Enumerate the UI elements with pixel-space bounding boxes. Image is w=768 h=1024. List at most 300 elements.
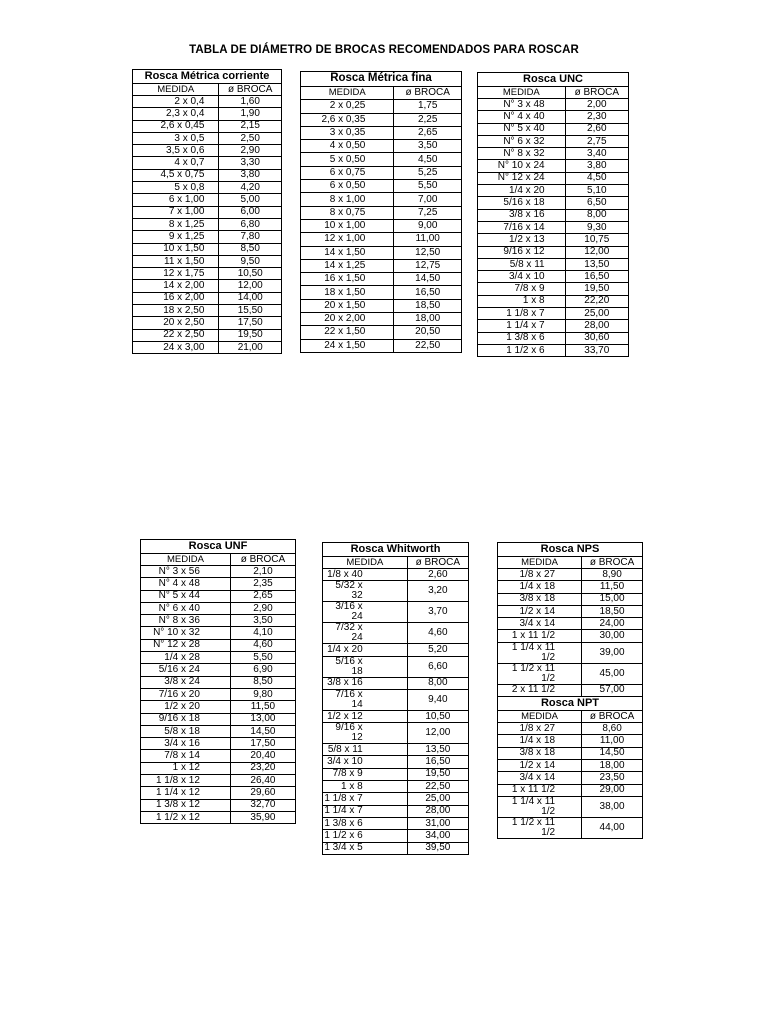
medida-cell: 3/16 x 24 bbox=[323, 602, 408, 623]
column-header-broca: ø BROCA bbox=[565, 87, 628, 99]
table-row bbox=[323, 602, 469, 623]
broca-cell: 14,00 bbox=[219, 292, 282, 304]
broca-cell: 39,50 bbox=[407, 842, 468, 854]
medida-cell: 1/4 x 20 bbox=[478, 185, 566, 197]
broca-cell: 9,40 bbox=[407, 689, 468, 710]
medida-cell: 2,3 x 0,4 bbox=[133, 108, 219, 120]
broca-cell: 23,50 bbox=[582, 772, 643, 784]
broca-cell: 7,80 bbox=[219, 231, 282, 243]
medida-cell: 12 x 1,75 bbox=[133, 268, 219, 280]
broca-cell: 28,00 bbox=[407, 805, 468, 817]
table-row bbox=[323, 793, 469, 805]
column-header-medida: MEDIDA bbox=[478, 87, 566, 99]
broca-cell: 3,20 bbox=[407, 581, 468, 602]
broca-cell: 38,00 bbox=[582, 796, 643, 817]
column-header-broca: ø BROCA bbox=[394, 87, 462, 100]
table-title-row bbox=[478, 73, 629, 87]
broca-cell: 29,60 bbox=[230, 787, 295, 799]
broca-cell: 15,00 bbox=[582, 593, 643, 605]
medida-cell: 7/32 x 24 bbox=[323, 623, 408, 644]
table-title: Rosca NPT bbox=[498, 697, 643, 711]
broca-cell: 10,50 bbox=[407, 710, 468, 722]
broca-cell: 22,20 bbox=[565, 295, 628, 307]
broca-cell: 13,00 bbox=[230, 713, 295, 725]
table-row bbox=[498, 569, 643, 581]
table-row bbox=[301, 273, 462, 286]
table-row bbox=[133, 132, 282, 144]
broca-cell: 9,00 bbox=[394, 219, 462, 232]
table-row bbox=[301, 180, 462, 193]
medida-cell: 1 x 11 1/2 bbox=[498, 784, 582, 796]
table-title-row bbox=[498, 697, 643, 711]
table-row bbox=[141, 738, 296, 750]
column-header-medida: MEDIDA bbox=[133, 84, 219, 96]
broca-cell: 17,50 bbox=[219, 317, 282, 329]
table-row bbox=[133, 268, 282, 280]
broca-cell: 4,50 bbox=[565, 172, 628, 184]
broca-cell: 10,75 bbox=[565, 234, 628, 246]
table-row bbox=[478, 148, 629, 160]
table-row bbox=[478, 209, 629, 221]
broca-cell: 16,50 bbox=[407, 756, 468, 768]
medida-cell: 3/8 x 16 bbox=[323, 677, 408, 689]
medida-cell: 1/4 x 28 bbox=[141, 652, 231, 664]
table-row bbox=[323, 842, 469, 854]
table-title: Rosca NPS bbox=[498, 543, 643, 557]
broca-cell: 4,20 bbox=[219, 182, 282, 194]
medida-cell: 1 3/8 x 12 bbox=[141, 799, 231, 811]
table-row bbox=[141, 602, 296, 614]
broca-cell: 13,50 bbox=[565, 258, 628, 270]
broca-cell: 2,10 bbox=[230, 566, 295, 578]
medida-cell: 2,6 x 0,35 bbox=[301, 113, 394, 126]
table-row bbox=[498, 747, 643, 759]
medida-cell: 7/16 x 20 bbox=[141, 688, 231, 700]
table-row bbox=[498, 723, 643, 735]
medida-cell: 2 x 0,4 bbox=[133, 96, 219, 108]
medida-cell: 2,6 x 0,45 bbox=[133, 120, 219, 132]
broca-cell: 20,40 bbox=[230, 750, 295, 762]
table-header-row bbox=[498, 711, 643, 723]
medida-cell: 1 1/4 x 11 1/2 bbox=[498, 796, 582, 817]
broca-cell: 3,40 bbox=[565, 148, 628, 160]
broca-cell: 8,50 bbox=[219, 243, 282, 255]
medida-cell: 7 x 1,00 bbox=[133, 206, 219, 218]
medida-cell: 6 x 0,50 bbox=[301, 180, 394, 193]
table-row bbox=[323, 569, 469, 581]
medida-cell: 9/16 x 18 bbox=[141, 713, 231, 725]
table-title: Rosca Whitworth bbox=[323, 543, 469, 557]
table-row bbox=[141, 627, 296, 639]
table-row bbox=[133, 218, 282, 230]
table-header-row bbox=[301, 87, 462, 100]
broca-cell: 19,50 bbox=[407, 768, 468, 780]
table-row bbox=[133, 96, 282, 108]
medida-cell: N° 8 x 32 bbox=[478, 148, 566, 160]
table-row bbox=[301, 339, 462, 352]
broca-cell: 11,00 bbox=[582, 735, 643, 747]
medida-cell: 1 3/4 x 5 bbox=[323, 842, 408, 854]
table-row bbox=[133, 182, 282, 194]
column-header-broca: ø BROCA bbox=[407, 557, 468, 569]
medida-cell: 1 1/4 x 7 bbox=[478, 320, 566, 332]
medida-cell: 9/16 x 12 bbox=[323, 723, 408, 744]
medida-cell: 3 x 0,35 bbox=[301, 126, 394, 139]
broca-cell: 2,90 bbox=[230, 602, 295, 614]
table-row bbox=[478, 258, 629, 270]
medida-cell: 14 x 1,25 bbox=[301, 259, 394, 272]
broca-cell: 8,00 bbox=[407, 677, 468, 689]
medida-cell: 1 x 8 bbox=[323, 781, 408, 793]
broca-cell: 11,50 bbox=[230, 701, 295, 713]
table-row bbox=[323, 710, 469, 722]
broca-cell: 39,00 bbox=[582, 642, 643, 663]
broca-cell: 14,50 bbox=[582, 747, 643, 759]
broca-cell: 9,50 bbox=[219, 255, 282, 267]
table-row bbox=[498, 759, 643, 771]
broca-cell: 12,00 bbox=[565, 246, 628, 258]
table-row bbox=[133, 255, 282, 267]
medida-cell: 3/8 x 16 bbox=[478, 209, 566, 221]
broca-cell: 21,00 bbox=[219, 341, 282, 353]
table-row bbox=[141, 615, 296, 627]
table-row bbox=[323, 830, 469, 842]
table-row bbox=[133, 292, 282, 304]
table-row bbox=[323, 656, 469, 677]
table-row bbox=[478, 295, 629, 307]
broca-cell: 2,00 bbox=[565, 99, 628, 111]
medida-cell: 20 x 1,50 bbox=[301, 299, 394, 312]
medida-cell: 24 x 1,50 bbox=[301, 339, 394, 352]
broca-cell: 4,50 bbox=[394, 153, 462, 166]
medida-cell: 8 x 1,00 bbox=[301, 193, 394, 206]
broca-cell: 14,50 bbox=[394, 273, 462, 286]
table-title: Rosca UNF bbox=[141, 540, 296, 554]
column-header-broca: ø BROCA bbox=[230, 554, 295, 566]
medida-cell: 3/4 x 10 bbox=[478, 271, 566, 283]
medida-cell: 5 x 0,50 bbox=[301, 153, 394, 166]
medida-cell: 5/16 x 18 bbox=[478, 197, 566, 209]
table-header-row bbox=[323, 557, 469, 569]
table-row bbox=[301, 113, 462, 126]
table-row bbox=[301, 246, 462, 259]
table-row bbox=[133, 157, 282, 169]
broca-cell: 25,00 bbox=[407, 793, 468, 805]
broca-cell: 4,60 bbox=[230, 639, 295, 651]
broca-cell: 24,00 bbox=[582, 618, 643, 630]
broca-cell: 2,60 bbox=[407, 569, 468, 581]
medida-cell: 1 1/2 x 6 bbox=[478, 344, 566, 356]
broca-cell: 23,20 bbox=[230, 762, 295, 774]
table-title: Rosca Métrica corriente bbox=[133, 70, 282, 84]
medida-cell: 1 1/8 x 7 bbox=[478, 308, 566, 320]
broca-cell: 6,80 bbox=[219, 218, 282, 230]
broca-cell: 3,30 bbox=[219, 157, 282, 169]
medida-cell: 1/4 x 18 bbox=[498, 581, 582, 593]
table-header-row bbox=[133, 84, 282, 96]
broca-cell: 25,00 bbox=[565, 308, 628, 320]
medida-cell: 1/4 x 20 bbox=[323, 644, 408, 656]
table-row bbox=[478, 185, 629, 197]
table-row bbox=[478, 197, 629, 209]
medida-cell: 5/8 x 11 bbox=[478, 258, 566, 270]
broca-cell: 19,50 bbox=[565, 283, 628, 295]
medida-cell: 4,5 x 0,75 bbox=[133, 169, 219, 181]
medida-cell: 20 x 2,50 bbox=[133, 317, 219, 329]
medida-cell: 1/2 x 20 bbox=[141, 701, 231, 713]
table-row bbox=[478, 271, 629, 283]
medida-cell: 1/2 x 12 bbox=[323, 710, 408, 722]
broca-cell: 12,00 bbox=[407, 723, 468, 744]
column-header-broca: ø BROCA bbox=[219, 84, 282, 96]
medida-cell: 1/2 x 14 bbox=[498, 759, 582, 771]
broca-cell: 57,00 bbox=[582, 684, 643, 696]
table-row bbox=[498, 796, 643, 817]
medida-cell: 22 x 2,50 bbox=[133, 329, 219, 341]
table-row bbox=[478, 160, 629, 172]
table-row bbox=[323, 623, 469, 644]
table-row bbox=[301, 100, 462, 113]
broca-cell: 45,00 bbox=[582, 663, 643, 684]
broca-cell: 2,30 bbox=[565, 111, 628, 123]
broca-cell: 8,50 bbox=[230, 676, 295, 688]
column-header-broca: ø BROCA bbox=[582, 711, 643, 723]
table-row bbox=[133, 108, 282, 120]
broca-cell: 1,90 bbox=[219, 108, 282, 120]
medida-cell: 10 x 1,50 bbox=[133, 243, 219, 255]
broca-cell: 29,00 bbox=[582, 784, 643, 796]
medida-cell: 8 x 1,25 bbox=[133, 218, 219, 230]
medida-cell: 1 1/4 x 7 bbox=[323, 805, 408, 817]
table-row bbox=[478, 332, 629, 344]
medida-cell: 11 x 1,50 bbox=[133, 255, 219, 267]
table-title-row bbox=[323, 543, 469, 557]
table-whitworth bbox=[322, 542, 469, 855]
table-row bbox=[301, 299, 462, 312]
table-title: Rosca UNC bbox=[478, 73, 629, 87]
medida-cell: 1 1/4 x 12 bbox=[141, 787, 231, 799]
broca-cell: 15,50 bbox=[219, 305, 282, 317]
table-row bbox=[498, 581, 643, 593]
medida-cell: 3/8 x 18 bbox=[498, 593, 582, 605]
medida-cell: 18 x 1,50 bbox=[301, 286, 394, 299]
table-row bbox=[301, 193, 462, 206]
broca-cell: 16,50 bbox=[394, 286, 462, 299]
broca-cell: 2,90 bbox=[219, 145, 282, 157]
column-header-medida: MEDIDA bbox=[141, 554, 231, 566]
broca-cell: 18,50 bbox=[394, 299, 462, 312]
broca-cell: 5,50 bbox=[394, 180, 462, 193]
table-row bbox=[141, 578, 296, 590]
table-row bbox=[478, 283, 629, 295]
medida-cell: 3/8 x 18 bbox=[498, 747, 582, 759]
broca-cell: 18,00 bbox=[582, 759, 643, 771]
broca-cell: 5,25 bbox=[394, 166, 462, 179]
medida-cell: 1 x 11 1/2 bbox=[498, 630, 582, 642]
table-row bbox=[478, 246, 629, 258]
table-row bbox=[478, 172, 629, 184]
table-row bbox=[498, 817, 643, 838]
table-row bbox=[301, 286, 462, 299]
medida-cell: 3,5 x 0,6 bbox=[133, 145, 219, 157]
medida-cell: 1 1/2 x 11 1/2 bbox=[498, 663, 582, 684]
medida-cell: 7/8 x 14 bbox=[141, 750, 231, 762]
medida-cell: 6 x 1,00 bbox=[133, 194, 219, 206]
medida-cell: 3/4 x 14 bbox=[498, 772, 582, 784]
table-row bbox=[498, 605, 643, 617]
table-metrica-fina bbox=[300, 71, 462, 353]
broca-cell: 34,00 bbox=[407, 830, 468, 842]
broca-cell: 35,90 bbox=[230, 811, 295, 823]
broca-cell: 32,70 bbox=[230, 799, 295, 811]
broca-cell: 7,00 bbox=[394, 193, 462, 206]
table-row bbox=[498, 630, 643, 642]
medida-cell: N° 12 x 28 bbox=[141, 639, 231, 651]
medida-cell: 7/8 x 9 bbox=[478, 283, 566, 295]
medida-cell: 4 x 0,7 bbox=[133, 157, 219, 169]
table-row bbox=[133, 169, 282, 181]
medida-cell: 20 x 2,00 bbox=[301, 313, 394, 326]
table-title-row bbox=[498, 543, 643, 557]
medida-cell: 16 x 1,50 bbox=[301, 273, 394, 286]
table-row bbox=[498, 772, 643, 784]
table-row bbox=[478, 234, 629, 246]
broca-cell: 10,50 bbox=[219, 268, 282, 280]
broca-cell: 2,65 bbox=[230, 590, 295, 602]
document-title: TABLA DE DIÁMETRO DE BROCAS RECOMENDADOS PARA ROSCAR bbox=[189, 44, 579, 56]
table-row bbox=[478, 320, 629, 332]
medida-cell: 8 x 0,75 bbox=[301, 206, 394, 219]
broca-cell: 3,50 bbox=[230, 615, 295, 627]
broca-cell: 4,60 bbox=[407, 623, 468, 644]
table-row bbox=[323, 644, 469, 656]
medida-cell: 3/4 x 10 bbox=[323, 756, 408, 768]
table-row bbox=[141, 639, 296, 651]
table-title-row bbox=[301, 72, 462, 87]
table-row bbox=[323, 756, 469, 768]
table-row bbox=[498, 684, 643, 696]
table-row bbox=[133, 305, 282, 317]
table-row bbox=[323, 744, 469, 756]
broca-cell: 19,50 bbox=[219, 329, 282, 341]
broca-cell: 18,50 bbox=[582, 605, 643, 617]
broca-cell: 2,35 bbox=[230, 578, 295, 590]
table-row bbox=[133, 280, 282, 292]
table-title-row bbox=[133, 70, 282, 84]
medida-cell: 5/16 x 18 bbox=[323, 656, 408, 677]
medida-cell: 1/8 x 40 bbox=[323, 569, 408, 581]
table-row bbox=[141, 652, 296, 664]
medida-cell: 12 x 1,00 bbox=[301, 233, 394, 246]
table-row bbox=[301, 219, 462, 232]
medida-cell: 1 1/2 x 12 bbox=[141, 811, 231, 823]
medida-cell: 3/4 x 16 bbox=[141, 738, 231, 750]
medida-cell: 5/32 x 32 bbox=[323, 581, 408, 602]
table-row bbox=[478, 99, 629, 111]
table-row bbox=[141, 590, 296, 602]
medida-cell: 1 3/8 x 6 bbox=[478, 332, 566, 344]
table-row bbox=[141, 725, 296, 737]
broca-cell: 12,75 bbox=[394, 259, 462, 272]
broca-cell: 12,50 bbox=[394, 246, 462, 259]
medida-cell: N° 4 x 48 bbox=[141, 578, 231, 590]
table-metrica-corriente bbox=[132, 69, 282, 354]
medida-cell: N° 3 x 56 bbox=[141, 566, 231, 578]
broca-cell: 9,30 bbox=[565, 221, 628, 233]
table-row bbox=[141, 688, 296, 700]
broca-cell: 18,00 bbox=[394, 313, 462, 326]
broca-cell: 22,50 bbox=[394, 339, 462, 352]
broca-cell: 33,70 bbox=[565, 344, 628, 356]
medida-cell: 7/16 x 14 bbox=[323, 689, 408, 710]
broca-cell: 1,60 bbox=[219, 96, 282, 108]
broca-cell: 14,50 bbox=[230, 725, 295, 737]
medida-cell: 1 3/8 x 6 bbox=[323, 817, 408, 829]
table-row bbox=[301, 140, 462, 153]
table-row bbox=[301, 233, 462, 246]
medida-cell: 7/16 x 14 bbox=[478, 221, 566, 233]
broca-cell: 11,50 bbox=[582, 581, 643, 593]
column-header-broca: ø BROCA bbox=[582, 557, 643, 569]
broca-cell: 6,60 bbox=[407, 656, 468, 677]
table-row bbox=[133, 329, 282, 341]
table-row bbox=[141, 750, 296, 762]
table-row bbox=[478, 111, 629, 123]
broca-cell: 1,75 bbox=[394, 100, 462, 113]
table-row bbox=[133, 120, 282, 132]
broca-cell: 28,00 bbox=[565, 320, 628, 332]
table-row bbox=[498, 784, 643, 796]
table-header-row bbox=[498, 557, 643, 569]
medida-cell: N° 4 x 40 bbox=[478, 111, 566, 123]
column-header-medida: MEDIDA bbox=[498, 557, 582, 569]
broca-cell: 6,50 bbox=[565, 197, 628, 209]
medida-cell: N° 3 x 48 bbox=[478, 99, 566, 111]
broca-cell: 3,80 bbox=[565, 160, 628, 172]
column-header-medida: MEDIDA bbox=[301, 87, 394, 100]
broca-cell: 17,50 bbox=[230, 738, 295, 750]
table-row bbox=[498, 618, 643, 630]
medida-cell: 24 x 3,00 bbox=[133, 341, 219, 353]
broca-cell: 3,70 bbox=[407, 602, 468, 623]
broca-cell: 5,20 bbox=[407, 644, 468, 656]
broca-cell: 31,00 bbox=[407, 817, 468, 829]
table-header-row bbox=[478, 87, 629, 99]
table-row bbox=[141, 566, 296, 578]
table-unf bbox=[140, 539, 296, 824]
column-header-medida: MEDIDA bbox=[323, 557, 408, 569]
table-header-row bbox=[141, 554, 296, 566]
broca-cell: 6,00 bbox=[219, 206, 282, 218]
table-row bbox=[301, 126, 462, 139]
broca-cell: 4,10 bbox=[230, 627, 295, 639]
table-row bbox=[323, 817, 469, 829]
broca-cell: 2,15 bbox=[219, 120, 282, 132]
table-row bbox=[323, 723, 469, 744]
broca-cell: 11,00 bbox=[394, 233, 462, 246]
broca-cell: 44,00 bbox=[582, 817, 643, 838]
table-row bbox=[323, 677, 469, 689]
medida-cell: 7/8 x 9 bbox=[323, 768, 408, 780]
table-unc bbox=[477, 72, 629, 357]
table-row bbox=[141, 676, 296, 688]
table-row bbox=[498, 663, 643, 684]
table-row bbox=[301, 206, 462, 219]
broca-cell: 30,60 bbox=[565, 332, 628, 344]
broca-cell: 20,50 bbox=[394, 326, 462, 339]
medida-cell: 1/4 x 18 bbox=[498, 735, 582, 747]
medida-cell: 6 x 0,75 bbox=[301, 166, 394, 179]
